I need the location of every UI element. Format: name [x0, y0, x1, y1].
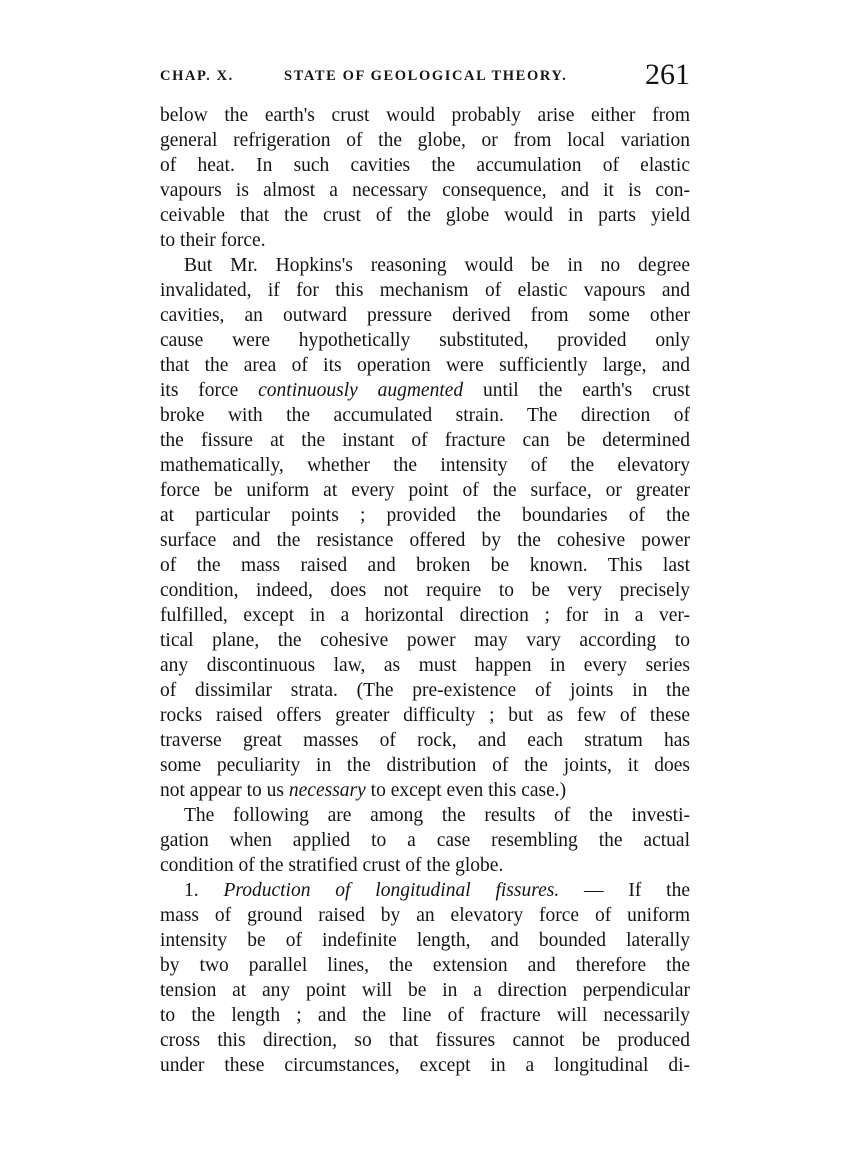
text-line: of dissimilar strata. (The pre-existence of joints in the — [160, 680, 690, 701]
line-text-segment: — If the — [559, 880, 690, 901]
text-line: mass of ground raised by an elevatory force of uniform — [160, 905, 690, 926]
text-line: of the mass raised and broken be known. This last — [160, 555, 690, 576]
italic-phrase: necessary — [288, 780, 366, 801]
text-line: to the length ; and the line of fracture will necessarily — [160, 1005, 690, 1026]
italic-phrase: continuously augmented — [258, 380, 464, 401]
text-line: ceivable that the crust of the globe would in parts yield — [160, 205, 690, 226]
text-line: below the earth's crust would probably arise either from — [160, 105, 690, 126]
text-line: condition, indeed, does not require to be very precisely — [160, 580, 690, 601]
text-line: cavities, an outward pressure derived from some other — [160, 305, 690, 326]
line-text-segment: its force — [160, 380, 259, 401]
line-text-segment: to except even this case.) — [365, 780, 567, 801]
line-text-segment: 1. — [184, 880, 224, 901]
text-line: fulfilled, except in a horizontal direction ; for in a ver- — [160, 605, 690, 626]
text-line: at particular points ; provided the boundaries of the — [160, 505, 690, 526]
page-number: 261 — [645, 58, 690, 91]
text-line — [160, 378, 690, 403]
text-line: force be uniform at every point of the surface, or greater — [160, 480, 690, 501]
text-line: intensity be of indefinite length, and bounded laterally — [160, 930, 690, 951]
text-line: cause were hypothetically substituted, provided only — [160, 330, 690, 351]
running-head — [160, 58, 690, 92]
running-title: STATE OF GEOLOGICAL THEORY. — [284, 68, 568, 84]
text-line: some peculiarity in the distribution of the joints, it does — [160, 755, 690, 776]
text-line: rocks raised offers greater difficulty ; but as few of these — [160, 705, 690, 726]
text-line: of heat. In such cavities the accumulation of elastic — [160, 155, 690, 176]
text-line: mathematically, whether the intensity of the elevatory — [160, 455, 690, 476]
text-line: But Mr. Hopkins's reasoning would be in no degree — [184, 255, 690, 276]
text-line: by two parallel lines, the extension and therefore the — [160, 955, 690, 976]
text-line: condition of the stratified crust of the globe. — [160, 855, 504, 876]
text-line: surface and the resistance offered by the cohesive power — [160, 530, 690, 551]
text-line: tension at any point will be in a direction perpendicular — [160, 980, 690, 1001]
body-text — [160, 103, 690, 1078]
chapter-label: CHAP. X. — [160, 68, 234, 84]
text-line — [160, 878, 690, 903]
text-line: traverse great masses of rock, and each stratum has — [160, 730, 690, 751]
text-line: invalidated, if for this mechanism of elastic vapours and — [160, 280, 690, 301]
text-line: broke with the accumulated strain. The direction of — [160, 405, 690, 426]
text-line: gation when applied to a case resembling the actual — [160, 830, 690, 851]
italic-phrase: Production of longitudinal fissures. — [223, 880, 560, 901]
text-line — [160, 778, 690, 803]
text-line: cross this direction, so that fissures cannot be produced — [160, 1030, 690, 1051]
text-line: under these circumstances, except in a longitudinal di- — [160, 1055, 690, 1076]
text-line: tical plane, the cohesive power may vary according to — [160, 630, 690, 651]
text-line: general refrigeration of the globe, or from local variation — [160, 130, 690, 151]
text-line: the fissure at the instant of fracture can be determined — [160, 430, 690, 451]
text-line: any discontinuous law, as must happen in every series — [160, 655, 690, 676]
text-line: that the area of its operation were sufficiently large, and — [160, 355, 690, 376]
text-line: The following are among the results of the investi- — [184, 805, 690, 826]
line-text-segment: not appear to us — [160, 780, 289, 801]
text-line: to their force. — [160, 230, 266, 251]
text-line: vapours is almost a necessary consequence, and it is con- — [160, 180, 690, 201]
line-text-segment: until the earth's crust — [463, 380, 690, 401]
